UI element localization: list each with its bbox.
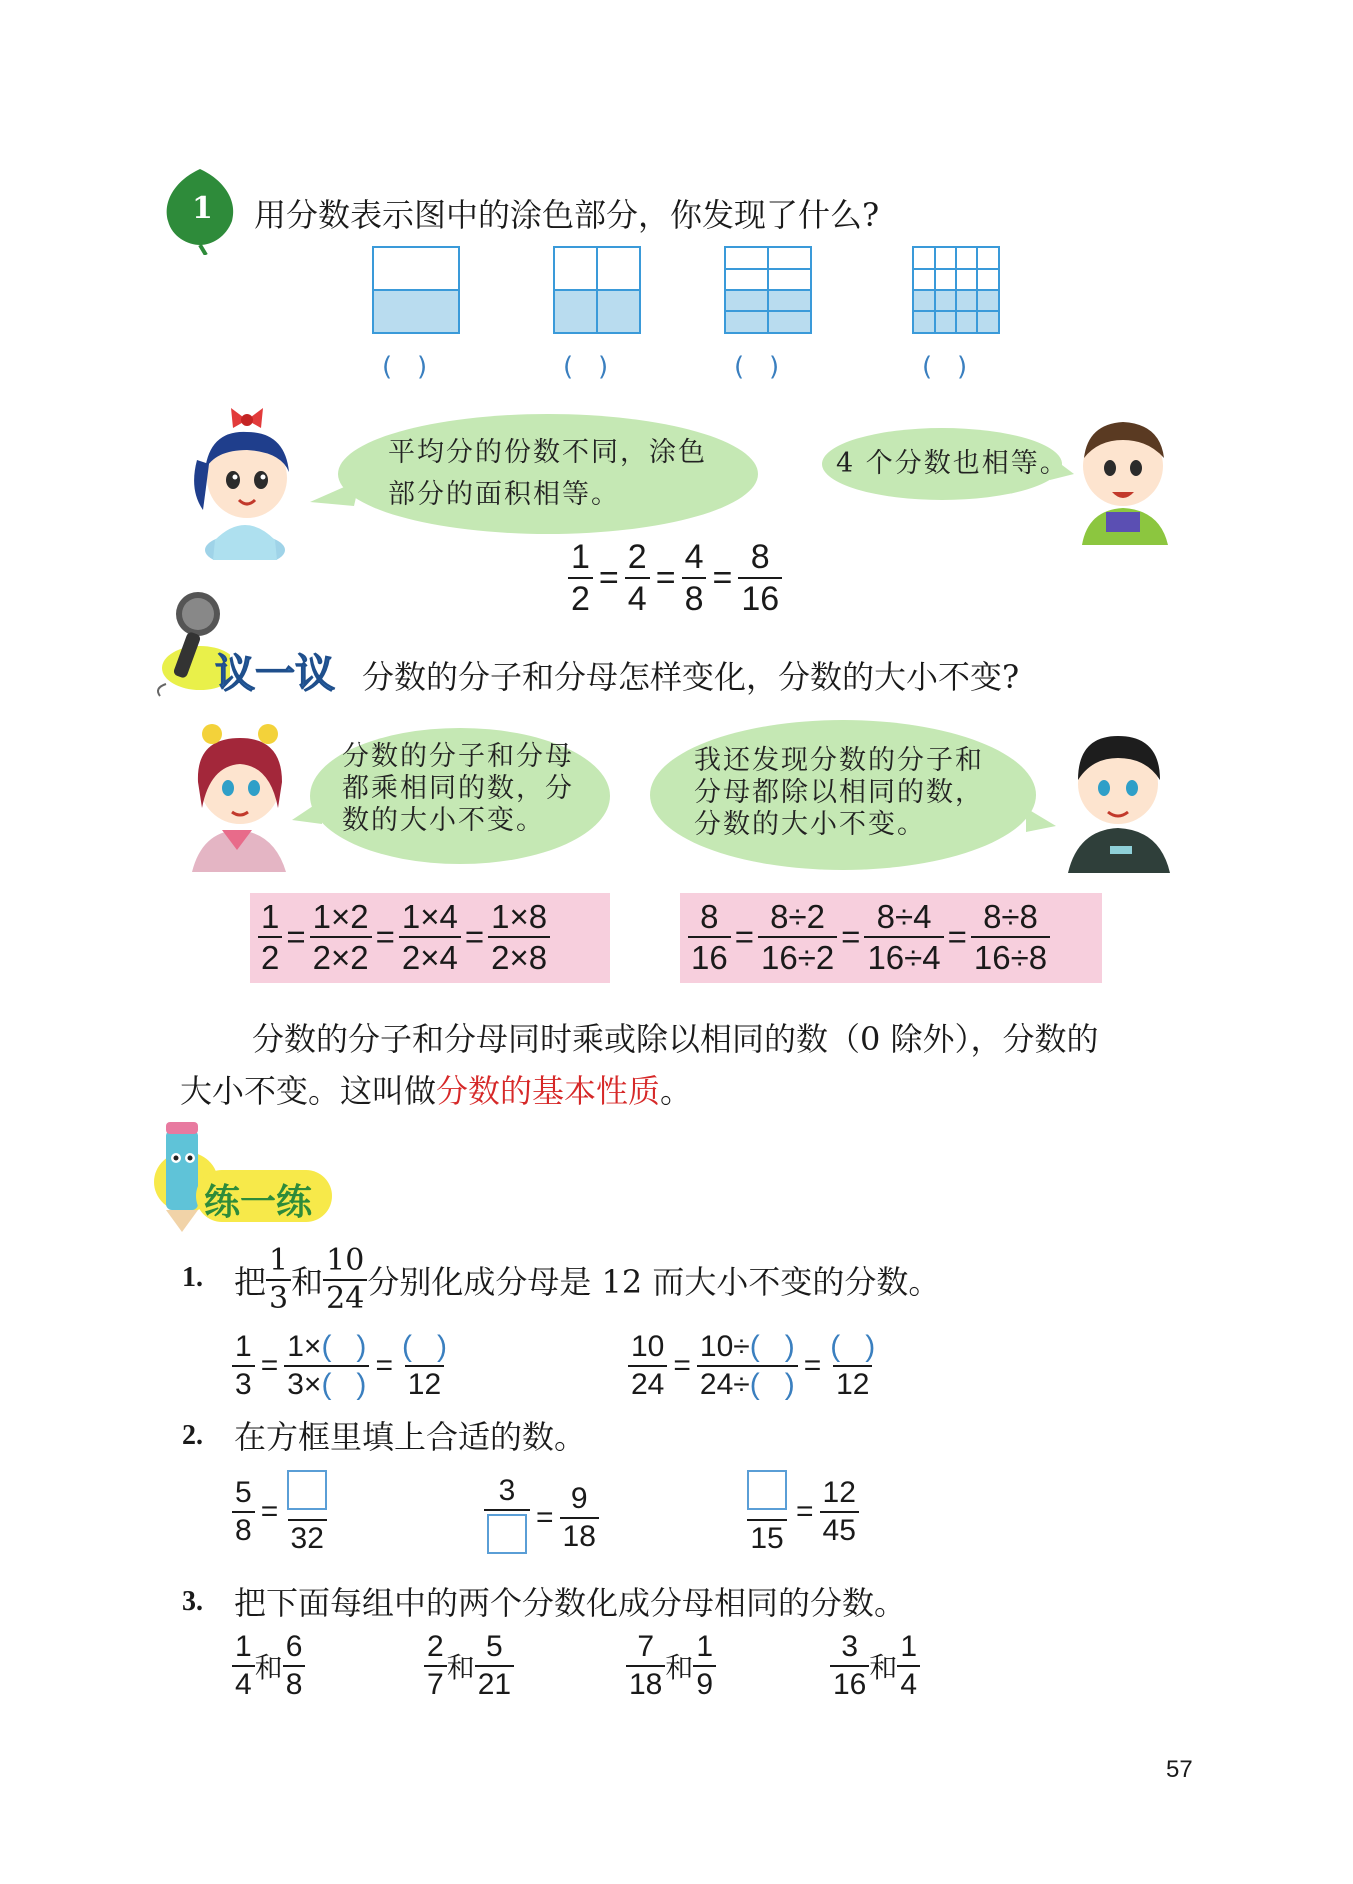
answer-blank-3[interactable]: ( ): [734, 352, 780, 382]
q3-pair-2: $\frac{2}{7}$ 和 $\frac{5}{21}$: [424, 1632, 514, 1700]
example-question: 用分数表示图中的涂色部分，你发现了什么?: [254, 196, 880, 234]
example-leaf-icon: [160, 165, 240, 255]
property-line1: 分数的分子和分母同时乘或除以相同的数（0 除外），分数的: [252, 1020, 1099, 1058]
q1-left-equation: $\frac{1}{3}$ = $\frac{1\times( )}{3\times( )}$ = $\frac{( )}{12}$: [232, 1332, 450, 1400]
discuss-question: 分数的分子和分母怎样变化，分数的大小不变?: [362, 658, 1020, 696]
fraction-grid-1: [372, 246, 460, 334]
girl-character-illustration: [185, 400, 305, 560]
girl2-bubble-line1: 分数的分子和分母: [342, 741, 574, 772]
q1-left-num-blank[interactable]: ( ): [321, 1330, 367, 1363]
equal-fraction-chain: $\frac{1}{2}$ = $\frac{2}{4}$ = $\frac{4}{8}$ = $\frac{8}{16}$: [568, 540, 782, 616]
discuss-title: 议一议: [215, 651, 335, 697]
q3-pair-4: $\frac{3}{16}$ 和 $\frac{1}{4}$: [830, 1632, 920, 1700]
q2-item2-answer-box[interactable]: [487, 1514, 527, 1554]
answer-blank-1[interactable]: ( ): [382, 352, 428, 382]
boy2-bubble-line1: 我还发现分数的分子和: [694, 745, 984, 776]
q2-item-2: 3 = $\frac{9}{18}$: [484, 1476, 599, 1560]
fraction-grid-3: [724, 246, 812, 334]
girl-speech-bubble: [338, 414, 758, 534]
boy2-character-illustration: [1060, 718, 1175, 873]
girl-bubble-line1: 平均分的份数不同，涂色: [388, 437, 707, 468]
answer-blank-2[interactable]: ( ): [563, 352, 609, 382]
boy2-bubble-tail: [1026, 808, 1056, 832]
boy-bubble-text: 4 个分数也相等。: [836, 448, 1069, 479]
fraction-grid-4: [912, 246, 1000, 334]
boy-character-illustration: [1068, 400, 1178, 545]
q1-number: 1.: [182, 1262, 203, 1293]
girl-bubble-line2: 部分的面积相等。: [388, 479, 620, 510]
divide-chain: $\frac{8}{16}$ = $\frac{8\div 2}{16\div 2}$ = $\frac{8\div 4}{16\div 4}$ = $\frac{8\div 8}{16\div 8}$: [688, 900, 1050, 974]
q2-item3-answer-box[interactable]: [747, 1470, 787, 1510]
page-number: 57: [1166, 1756, 1193, 1783]
girl2-bubble-line2: 都乘相同的数，分: [342, 773, 574, 804]
fraction-4-8: $\frac{4}{8}$: [682, 540, 707, 616]
property-highlight: 分数的基本性质: [436, 1072, 661, 1110]
girl2-character-illustration: [182, 712, 292, 872]
q2-number: 2.: [182, 1420, 203, 1451]
q1-right-equation: $\frac{10}{24}$ = $\frac{10\div( )}{24\div( )}$ = $\frac{( )}{12}$: [628, 1332, 878, 1400]
q2-prompt: 在方框里填上合适的数。: [234, 1418, 587, 1456]
boy2-bubble-line3: 分数的大小不变。: [694, 809, 926, 840]
q2-item-3: 15 = $\frac{12}{45}$: [744, 1470, 859, 1554]
fraction-1-2: $\frac{1}{2}$: [568, 540, 593, 616]
multiply-chain: $\frac{1}{2}$ = $\frac{1\times 2}{2\times 2}$ = $\frac{1\times 4}{2\times 4}$ = $\frac{1\times 8}{2\times 8}$: [258, 900, 550, 974]
q3-prompt: 把下面每组中的两个分数化成分母相同的分数。: [234, 1584, 907, 1622]
property-line2: 大小不变。这叫做分数的基本性质。: [180, 1072, 693, 1110]
fraction-2-4: $\frac{2}{4}$: [625, 540, 650, 616]
fraction-grid-2: [553, 246, 641, 334]
q2-item-1: $\frac{5}{8}$ = 32: [232, 1470, 330, 1554]
q1-right-num-blank[interactable]: ( ): [749, 1330, 795, 1363]
q3-pair-3: $\frac{7}{18}$ 和 $\frac{1}{9}$: [626, 1632, 716, 1700]
q3-number: 3.: [182, 1586, 203, 1617]
girl-bubble-tail: [310, 478, 360, 508]
q2-item1-answer-box[interactable]: [287, 1470, 327, 1510]
q1-right-result-blank[interactable]: ( ): [830, 1330, 876, 1363]
q1-left-result-blank[interactable]: ( ): [401, 1330, 447, 1363]
practice-title: 练一练: [204, 1182, 313, 1223]
boy2-bubble-line2: 分母都除以相同的数，: [694, 777, 984, 808]
girl2-bubble-line3: 数的大小不变。: [342, 805, 545, 836]
q1-right-den-blank[interactable]: ( ): [749, 1368, 795, 1401]
fraction-8-16: $\frac{8}{16}$: [738, 540, 782, 616]
q1-left-den-blank[interactable]: ( ): [321, 1368, 367, 1401]
q1-prompt: 把 $\frac{1}{3}$ 和 $\frac{10}{24}$ 分别化成分母是 12 而大小不变的分数。: [234, 1243, 941, 1316]
girl2-bubble-tail: [292, 800, 322, 824]
answer-blank-4[interactable]: ( ): [922, 352, 968, 382]
example-number: 1: [192, 191, 213, 226]
q3-pair-1: $\frac{1}{4}$ 和 $\frac{6}{8}$: [232, 1632, 305, 1700]
